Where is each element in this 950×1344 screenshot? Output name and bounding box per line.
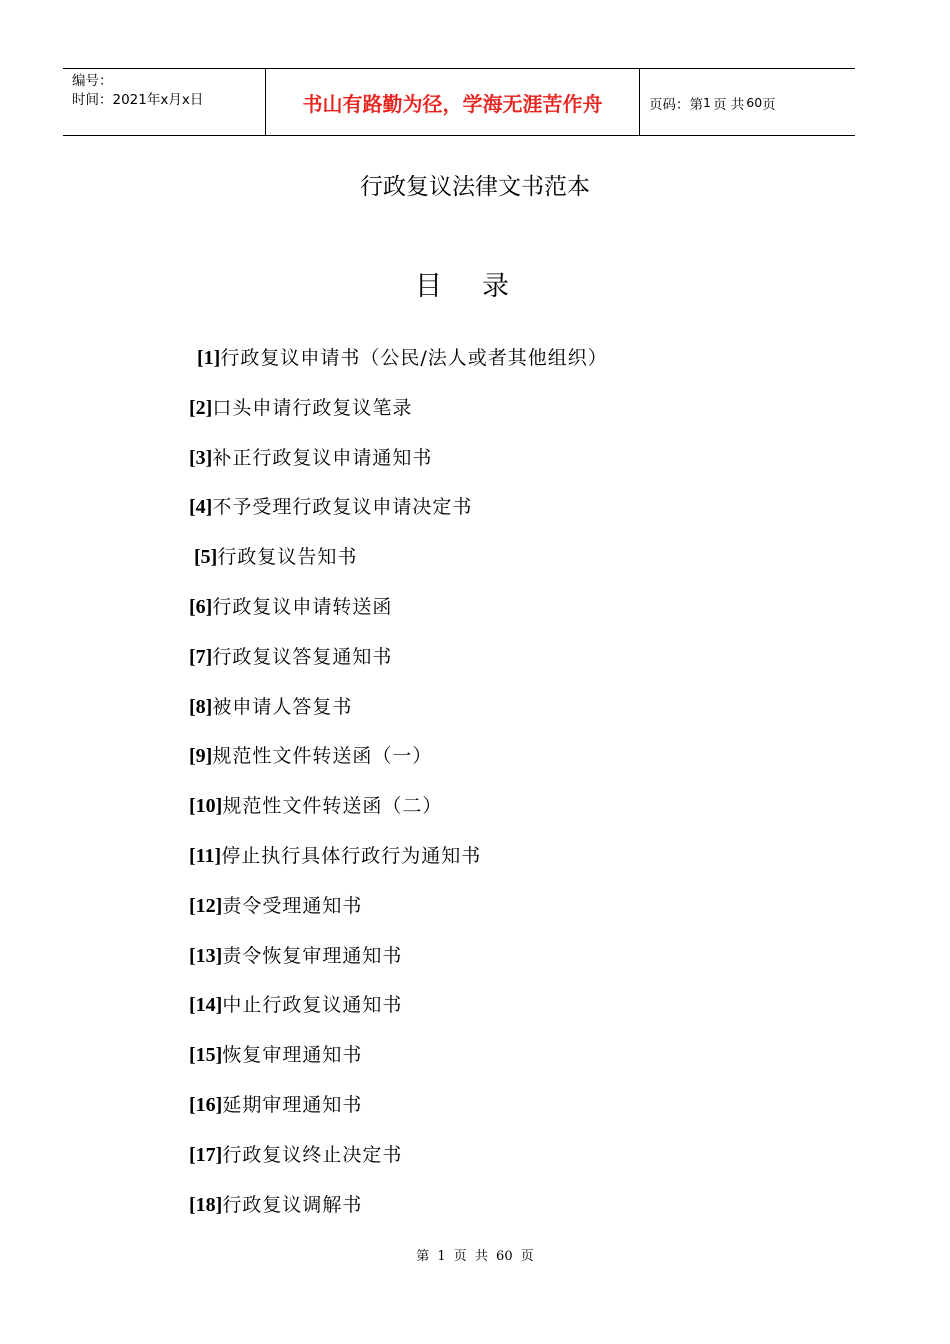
table-of-contents	[189, 336, 809, 1232]
toc-item[interactable]	[189, 336, 809, 386]
toc-item[interactable]	[189, 635, 809, 685]
toc-item-text: 行政复议调解书	[222, 1193, 363, 1216]
toc-item[interactable]	[189, 436, 809, 486]
toc-item[interactable]	[189, 1133, 809, 1183]
header-meta	[63, 69, 266, 136]
toc-item-index: [6]	[189, 595, 213, 618]
toc-item[interactable]	[189, 784, 809, 834]
toc-item[interactable]	[189, 834, 809, 884]
header-page-info	[640, 69, 855, 136]
toc-item-index: [7]	[189, 645, 213, 668]
toc-item-index: [16]	[189, 1093, 223, 1116]
toc-item-index: [12]	[189, 894, 223, 917]
toc-item-text: 停止执行具体行政行为通知书	[221, 844, 482, 867]
toc-item-text: 补正行政复议申请通知书	[212, 446, 433, 469]
page-current: 1	[703, 95, 711, 110]
toc-item-index: [15]	[189, 1044, 223, 1067]
toc-item-text: 责令受理通知书	[222, 894, 363, 917]
toc-item[interactable]	[189, 685, 809, 735]
toc-item-index: [4]	[189, 496, 213, 519]
document-title: 行政复议法律文书范本	[360, 174, 590, 200]
toc-item-text: 行政复议答复通知书	[212, 645, 393, 668]
toc-item[interactable]	[189, 1033, 809, 1083]
toc-heading: 目录	[415, 271, 549, 302]
toc-item-text: 中止行政复议通知书	[222, 994, 403, 1017]
page-total: 60	[746, 95, 763, 110]
toc-item[interactable]	[189, 485, 809, 535]
toc-item-text: 规范性文件转送函（一）	[212, 745, 433, 768]
code-label: 编号：	[72, 73, 113, 89]
toc-item-index: [5]	[194, 546, 218, 569]
toc-item-index: [2]	[189, 396, 213, 419]
page-prefix: 页码：第	[649, 96, 703, 113]
toc-item-text: 不予受理行政复议申请决定书	[212, 496, 473, 519]
toc-item-text: 行政复议告知书	[217, 546, 358, 569]
toc-item-index: [1]	[197, 347, 221, 369]
toc-item-index: [17]	[189, 1143, 223, 1166]
toc-item-text: 恢复审理通知书	[222, 1044, 363, 1067]
page-suffix: 页	[762, 96, 776, 113]
toc-item-index: [11]	[189, 844, 222, 867]
toc-item[interactable]	[189, 734, 809, 784]
toc-item-text: 行政复议终止决定书	[222, 1143, 403, 1166]
toc-item[interactable]	[189, 934, 809, 984]
toc-item-index: [8]	[189, 695, 213, 718]
time-label: 时间：2021年x月x日	[72, 92, 204, 108]
toc-item-text: 被申请人答复书	[212, 695, 353, 718]
toc-item[interactable]	[189, 585, 809, 635]
toc-item[interactable]	[189, 535, 809, 585]
toc-item-text: 行政复议申请转送函	[212, 595, 393, 618]
toc-item[interactable]	[189, 1183, 809, 1233]
page-mid: 页 共	[712, 96, 745, 113]
toc-item-text: 规范性文件转送函（二）	[222, 795, 443, 818]
toc-item[interactable]	[189, 1083, 809, 1133]
toc-item-text: 口头申请行政复议笔录	[212, 396, 413, 419]
page-footer: 第 1 页 共 60 页	[416, 1249, 534, 1264]
toc-item-index: [9]	[189, 745, 213, 768]
toc-item-text: 行政复议申请书（公民/法人或者其他组织）	[220, 347, 608, 369]
toc-item-index: [3]	[189, 446, 213, 469]
page-header	[63, 68, 855, 136]
toc-item-text: 延期审理通知书	[222, 1093, 363, 1116]
toc-item-index: [10]	[189, 795, 223, 818]
toc-item-text: 责令恢复审理通知书	[222, 944, 403, 967]
toc-item[interactable]	[189, 884, 809, 934]
header-motto: 书山有路勤为径，学海无涯苦作舟	[266, 69, 640, 136]
toc-item[interactable]	[189, 983, 809, 1033]
toc-item-index: [13]	[189, 944, 223, 967]
toc-item-index: [18]	[189, 1193, 223, 1216]
toc-item[interactable]	[189, 386, 809, 436]
toc-item-index: [14]	[189, 994, 223, 1017]
